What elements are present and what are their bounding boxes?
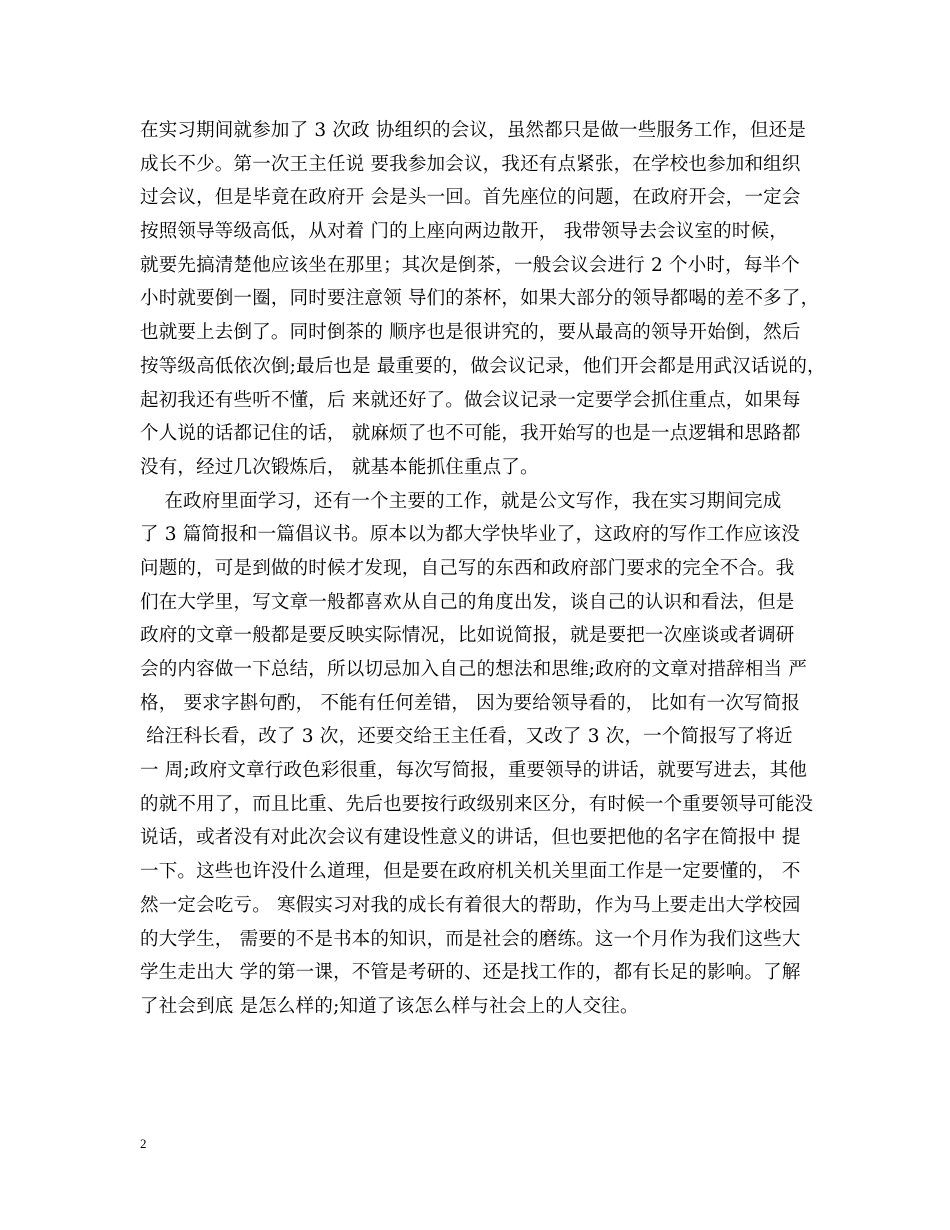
text-line: 政府的文章一般都是要反映实际情况，比如说简报，就是要把一次座谈或者调研 — [140, 625, 795, 647]
text-line: 的大学生， 需要的不是书本的知识，而是社会的磨练。这一个月作为我们这些大 — [140, 928, 801, 950]
text-line: 给汪科长看，改了 3 次，还要交给王主任看，又改了 3 次，一个简报写了将近 — [140, 726, 793, 748]
text-line: 起初我还有些听不懂，后 来就还好了。做会议记录一定要学会抓住重点，如果每 — [140, 389, 801, 411]
text-line: 格， 要求字斟句酌， 不能有任何差错， 因为要给领导看的， 比如有一次写简报 — [140, 692, 801, 714]
text-line: 就要先搞清楚他应该坐在那里；其次是倒茶，一般会议会进行 2 个小时，每半个 — [140, 254, 800, 276]
text-line: 然一定会吃亏。 寒假实习对我的成长有着很大的帮助，作为马上要走出大学校园 — [140, 894, 801, 916]
text-line: 一下。这些也许没什么道理，但是要在政府机关机关里面工作是一定要懂的， 不 — [140, 861, 801, 883]
text-line: 成长不少。第一次王主任说 要我参加会议，我还有点紧张，在学校也参加和组织 — [140, 153, 801, 175]
text-line: 个人说的话都记住的话， 就麻烦了也不可能，我开始写的也是一点逻辑和思路都 — [140, 423, 801, 445]
text-line: 按照领导等级高低，从对着 门的上座向两边散开， 我带领导去会议室的时候， — [140, 221, 788, 243]
text-line: 会的内容做一下总结，所以切忌加入自己的想法和思维;政府的文章对措辞相当 严 — [140, 659, 808, 680]
text-line: 没有，经过几次锻炼后， 就基本能抓住重点了。 — [140, 456, 539, 478]
text-line: 过会议，但是毕竟在政府开 会是头一回。首先座位的问题，在政府开会，一定会 — [140, 187, 801, 209]
text-line: 问题的，可是到做的时候才发现，自己写的东西和政府部门要求的完全不合。我 — [140, 557, 795, 579]
text-line: 了社会到底 是怎么样的;知道了该怎么样与社会上的人交往。 — [140, 995, 639, 1017]
text-line: 们在大学里，写文章一般都喜欢从自己的角度出发，谈自己的认识和看法，但是 — [140, 591, 795, 613]
body-text — [140, 114, 830, 1024]
text-line: 在实习期间就参加了 3 次政 协组织的会议，虽然都只是做一些服务工作，但还是 — [140, 120, 807, 141]
text-line: 学生走出大 学的第一课，不管是考研的、还是找工作的，都有长足的影响。了解 — [140, 962, 801, 984]
text-line: 说话，或者没有对此次会议有建设性意义的讲话，但也要把他的名字在简报中 提 — [140, 827, 801, 849]
text-line: 小时就要倒一圈，同时要注意领 导们的茶杯，如果大部分的领导都喝的差不多了， — [140, 288, 820, 310]
text-line: 的就不用了，而且比重、先后也要按行政级别来区分，有时候一个重要领导可能没 — [140, 793, 814, 815]
text-line: 在政府里面学习，还有一个主要的工作，就是公文写作，我在实习期间完成 — [140, 490, 782, 512]
text-line: 按等级高低依次倒;最后也是 最重要的，做会议记录，他们开会都是用武汉话说的， — [140, 355, 826, 377]
text-line: 了 3 篇简报和一篇倡议书。原本以为都大学快毕业了，这政府的写作工作应该没 — [140, 524, 800, 546]
page-number: 2 — [140, 1136, 147, 1151]
text-line: 也就要上去倒了。同时倒茶的 顺序也是很讲究的，要从最高的领导开始倒，然后 — [140, 322, 801, 344]
text-line: 一 周;政府文章行政色彩很重，每次写简报，重要领导的讲话，就要写进去，其他 — [140, 760, 808, 782]
